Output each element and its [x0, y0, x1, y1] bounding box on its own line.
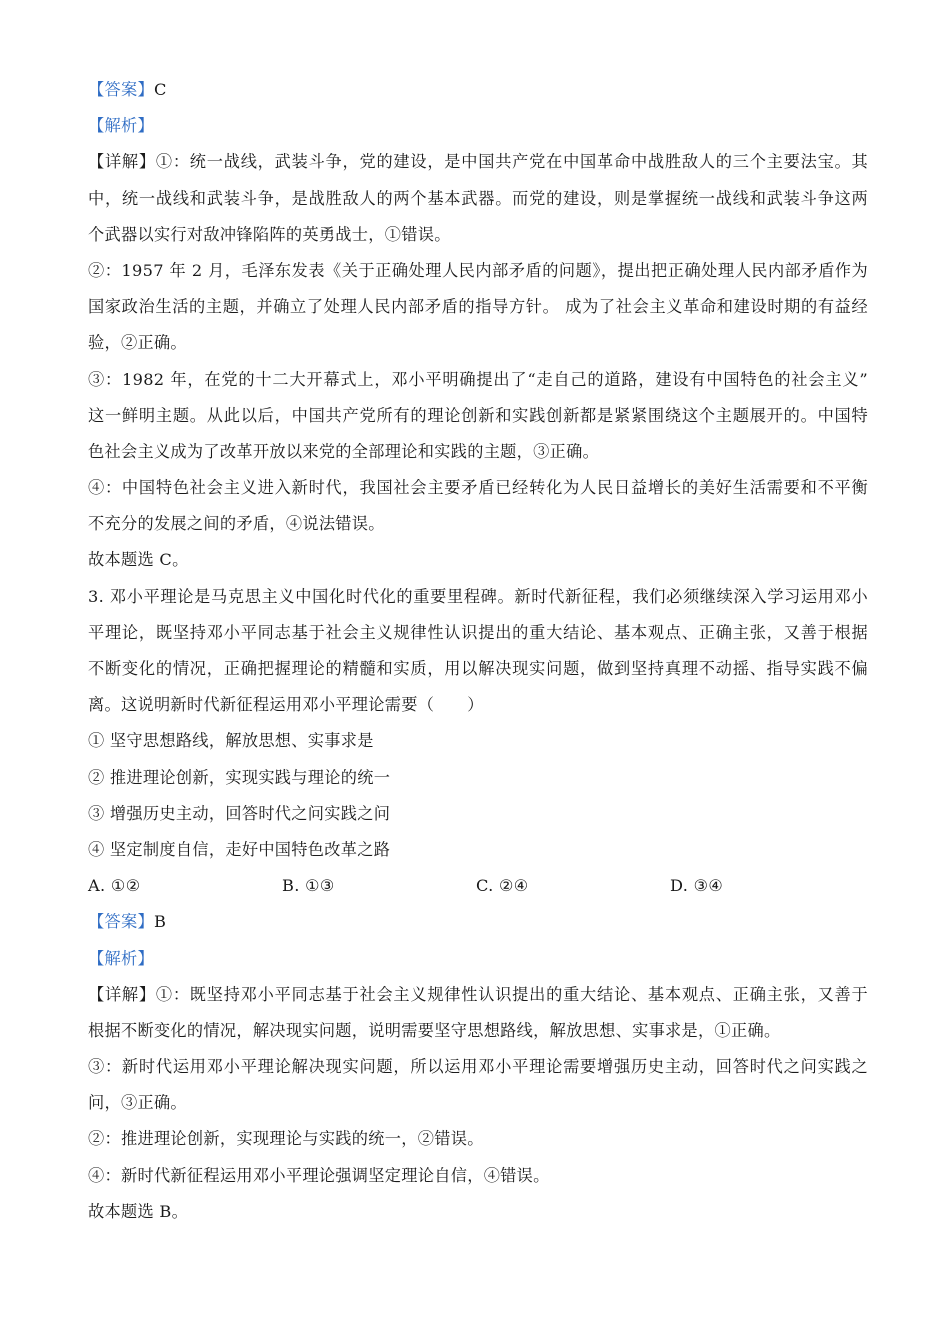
q3-stem-line-4: 离。这说明新时代新征程运用邓小平理论需要（ ）	[88, 695, 484, 715]
q3-statement-1: ① 坚守思想路线，解放思想、实事求是	[88, 731, 374, 751]
analysis-tag: 【解析】	[88, 948, 154, 968]
q2-detail-line-1	[88, 144, 868, 180]
q3-stem-line-3: 不断变化的情况，正确把握理论的精髓和实质，用以解决现实问题，做到坚持真理不动摇、指导实践不偏	[88, 659, 868, 678]
q2-detail-line-10: ④：中国特色社会主义进入新时代，我国社会主要矛盾已经转化为人民日益增长的美好生活需要和不平衡	[88, 478, 868, 498]
q3-detail-line-6: ④：新时代新征程运用邓小平理论强调坚定理论自信，④错误。	[88, 1165, 550, 1185]
q2-detail-line-2: 中，统一战线和武装斗争，是战胜敌人的两个基本武器。而党的建设，则是掌握统一战线和武装斗争这两	[88, 188, 868, 208]
answer-tag: 【答案】	[88, 912, 154, 932]
q3-statement-4: ④ 坚定制度自信，走好中国特色改革之路	[88, 839, 391, 859]
q3-conclusion: 故本题选 B。	[88, 1201, 189, 1221]
q3-answer-line	[88, 904, 868, 940]
answer-value: C	[153, 80, 167, 99]
answer-value: B	[153, 912, 167, 932]
q3-statement-3: ③ 增强历史主动，回答时代之问实践之问	[88, 803, 391, 823]
q2-answer-line	[88, 72, 868, 108]
q3-detail-line-3: ③：新时代运用邓小平理论解决现实问题，所以运用邓小平理论需要增强历史主动，回答时代之问实践之	[88, 1057, 868, 1077]
q2-detail-line-3: 个武器以实行对敌冲锋陷阵的英勇战士，①错误。	[88, 224, 451, 244]
detail-tag: 【详解】	[88, 152, 156, 172]
option-a: A. ①②	[88, 876, 141, 896]
detail-text: ①：既坚持邓小平同志基于社会主义规律性认识提出的重大结论、基本观点、正确主张，又善于	[155, 984, 868, 1004]
q3-detail-line-2: 根据不断变化的情况，解决现实问题，说明需要坚守思想路线，解放思想、实事求是，①正确。	[88, 1020, 781, 1040]
detail-tag: 【详解】	[88, 984, 156, 1004]
analysis-tag: 【解析】	[88, 116, 154, 136]
option-d: D. ③④	[670, 876, 724, 896]
q3-detail-line-1	[88, 977, 868, 1013]
q3-stem-line-1: 3. 邓小平理论是马克思主义中国化时代化的重要里程碑。新时代新征程，我们必须继续深入学习运用邓小	[88, 586, 868, 606]
q2-analysis-line	[88, 108, 868, 144]
q3-detail-line-5: ②：推进理论创新，实现理论与实践的统一，②错误。	[88, 1129, 484, 1149]
q2-detail-line-7: ③：1982 年，在党的十二大开幕式上，邓小平明确提出了“走自己的道路，建设有中国特色的社会主义”	[88, 369, 868, 389]
q2-detail-line-4: ②：1957 年 2 月，毛泽东发表《关于正确处理人民内部矛盾的问题》，提出把正确处理人民内部矛盾作为	[88, 260, 868, 280]
detail-text: ①：统一战线，武装斗争，党的建设，是中国共产党在中国革命中战胜敌人的三个主要法宝。其	[155, 152, 868, 172]
q2-detail-line-9: 色社会主义成为了改革开放以来党的全部理论和实践的主题，③正确。	[88, 441, 600, 461]
q3-analysis-line	[88, 941, 868, 977]
q2-conclusion: 故本题选 C。	[88, 550, 189, 570]
q2-detail-line-11: 不充分的发展之间的矛盾，④说法错误。	[88, 514, 385, 534]
q3-statement-2: ② 推进理论创新，实现实践与理论的统一	[88, 767, 391, 787]
answer-tag: 【答案】	[88, 80, 154, 99]
q2-detail-line-8: 这一鲜明主题。从此以后，中国共产党所有的理论创新和实践创新都是紧紧围绕这个主题展开的。中国特	[88, 405, 868, 425]
q2-detail-line-5: 国家政治生活的主题，并确立了处理人民内部矛盾的指导方针。 成为了社会主义革命和建设时期的有益经	[88, 297, 868, 317]
option-b: B. ①③	[282, 876, 335, 896]
q3-options	[88, 868, 868, 904]
q2-detail-line-6: 验，②正确。	[88, 333, 187, 353]
q3-detail-line-4: 问，③正确。	[88, 1093, 187, 1113]
q3-stem-line-2: 平理论，既坚持邓小平同志基于社会主义规律性认识提出的重大结论、基本观点、正确主张，又善于根据	[88, 622, 868, 642]
document-page	[88, 72, 868, 1230]
option-c: C. ②④	[476, 876, 529, 896]
